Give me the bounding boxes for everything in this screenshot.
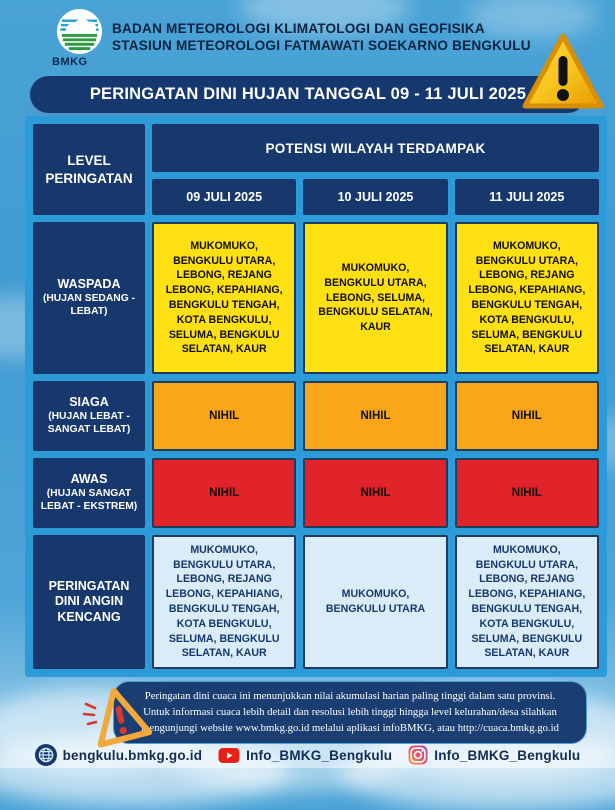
bmkg-logo <box>52 8 106 68</box>
website-label: bengkulu.bmkg.go.id <box>62 747 203 763</box>
date-header-2: 11 JULI 2025 <box>455 179 599 215</box>
awas-cell-day3: NIHIL <box>455 458 599 528</box>
level-siaga <box>33 381 145 451</box>
level-waspada <box>33 222 145 374</box>
youtube-link[interactable] <box>218 747 392 764</box>
angin-cell-day3: MUKOMUKO, BENGKULU UTARA, LEBONG, REJANG LEBONG, KEPAHIANG, BENGKULU TENGAH, KOTA BENGKULU, SELUMA, BENGKULU SELATAN, KAUR <box>455 535 599 669</box>
youtube-label: Info_BMKG_Bengkulu <box>246 747 393 763</box>
instagram-label: Info_BMKG_Bengkulu <box>434 747 581 763</box>
date-header-1: 10 JULI 2025 <box>303 179 447 215</box>
siaga-cell-day2: NIHIL <box>303 381 447 451</box>
level-subtitle: (HUJAN SEDANG - LEBAT) <box>42 293 136 318</box>
sketch-warning-icon <box>80 682 152 752</box>
level-name: AWAS <box>70 471 108 486</box>
bmkg-logo-text: BMKG <box>52 56 88 68</box>
level-name: WASPADA <box>57 276 121 291</box>
level-header-cell: LEVEL PERINGATAN <box>33 124 145 215</box>
waspada-cell-day1: MUKOMUKO, BENGKULU UTARA, LEBONG, REJANG LEBONG, KEPAHIANG, BENGKULU TENGAH, KOTA BENGKULU, SELUMA, BENGKULU SELATAN, KAUR <box>152 222 296 374</box>
siaga-cell-day1: NIHIL <box>152 381 296 451</box>
level-subtitle: (HUJAN LEBAT - SANGAT LEBAT) <box>47 411 131 436</box>
level-angin-kencang <box>33 535 145 669</box>
globe-icon <box>35 744 57 766</box>
awas-cell-day1: NIHIL <box>152 458 296 528</box>
org-title-line2: STASIUN METEOROLOGI FATMAWATI SOEKARNO BENGKULU <box>112 37 531 53</box>
angin-cell-day2: MUKOMUKO, BENGKULU UTARA <box>303 535 447 669</box>
org-title-line1: BADAN METEOROLOGI KLIMATOLOGI DAN GEOFISIKA <box>112 21 485 36</box>
org-title <box>112 21 552 54</box>
awas-cell-day2: NIHIL <box>303 458 447 528</box>
disclaimer-box: Peringatan dini cuaca ini menunjukkan nilai akumulasi harian paling tinggi dalam satu provinsi. Untuk informasi cuaca lebih detail dan resolusi lebih tinggi hingga level kelurahan/desa silahkan mengunjungi website www.bmkg.go.id melalui aplikasi infoBMKG, atau http://cuaca.bmkg.go.id <box>113 681 587 744</box>
level-name: SIAGA <box>69 394 109 409</box>
warning-triangle-icon <box>518 28 608 122</box>
siaga-cell-day3: NIHIL <box>455 381 599 451</box>
waspada-cell-day3: MUKOMUKO, BENGKULU UTARA, LEBONG, REJANG LEBONG, KEPAHIANG, BENGKULU TENGAH, KOTA BENGKULU, SELUMA, BENGKULU SELATAN, KAUR <box>455 222 599 374</box>
warning-table <box>25 116 607 677</box>
level-name: PERINGATAN DINI ANGIN KENCANG <box>48 578 130 624</box>
date-header-0: 09 JULI 2025 <box>152 179 296 215</box>
angin-cell-day1: MUKOMUKO, BENGKULU UTARA, LEBONG, REJANG LEBONG, KEPAHIANG, BENGKULU TENGAH, KOTA BENGKULU, SELUMA, BENGKULU SELATAN, KAUR <box>152 535 296 669</box>
instagram-link[interactable] <box>408 745 580 765</box>
level-subtitle: (HUJAN SANGAT LEBAT - EKSTREM) <box>40 488 138 513</box>
bmkg-logo-icon <box>56 8 103 55</box>
impact-header-cell: POTENSI WILAYAH TERDAMPAK <box>152 124 599 172</box>
instagram-icon <box>408 745 428 765</box>
level-awas <box>33 458 145 528</box>
website-link[interactable] <box>35 744 203 766</box>
social-bar <box>0 744 615 766</box>
banner-title: PERINGATAN DINI HUJAN TANGGAL 09 - 11 JULI 2025 <box>89 85 527 103</box>
waspada-cell-day2: MUKOMUKO, BENGKULU UTARA, LEBONG, SELUMA, BENGKULU SELATAN, KAUR <box>303 222 447 374</box>
warning-banner <box>30 76 586 113</box>
youtube-icon <box>218 747 240 764</box>
